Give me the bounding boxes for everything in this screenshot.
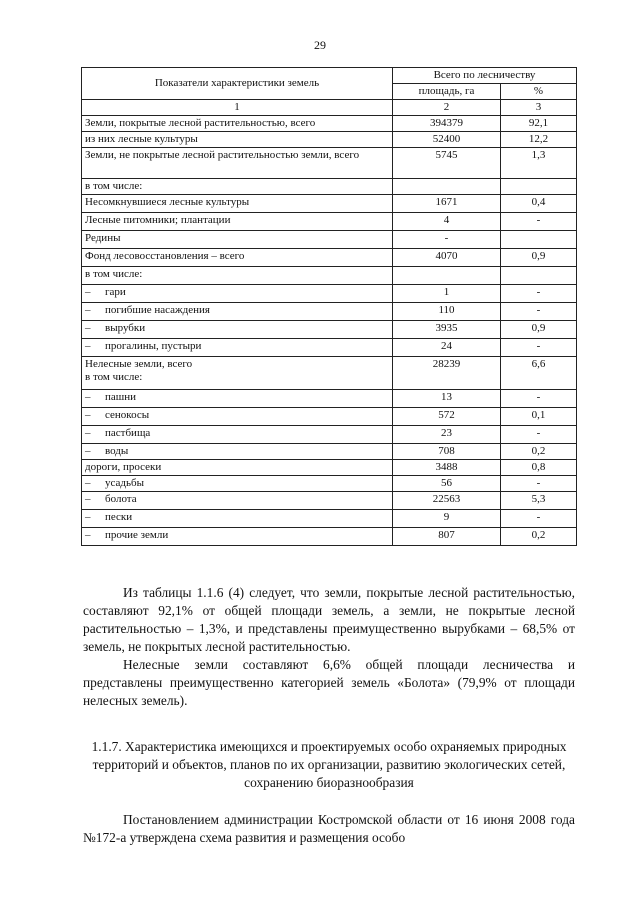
- row-label-cell: [82, 408, 393, 426]
- row-label: Лесные питомники; плантации: [85, 214, 231, 226]
- row-area: 24: [393, 339, 501, 357]
- row-area: 1671: [393, 195, 501, 213]
- row-label-cell: [82, 339, 393, 357]
- final-text: [83, 811, 575, 847]
- row-label: в том числе:: [85, 268, 143, 280]
- row-label-cell: [82, 303, 393, 321]
- row-area: 3935: [393, 321, 501, 339]
- header-indicator: Показатели характеристики земель: [82, 68, 393, 100]
- row-label: Редины: [85, 232, 121, 244]
- row-label-cell: [82, 148, 393, 179]
- row-label-cell: [82, 476, 393, 492]
- header-num-2: 2: [393, 100, 501, 116]
- row-percent: 12,2: [501, 132, 577, 148]
- dash-marker: –: [85, 427, 91, 439]
- row-label-cell: [82, 231, 393, 249]
- row-percent: 6,6: [501, 357, 577, 390]
- row-label: в том числе:: [85, 180, 143, 192]
- row-label-cell: [82, 510, 393, 528]
- row-label-cell: [82, 132, 393, 148]
- row-area: 23: [393, 426, 501, 444]
- row-area: 807: [393, 528, 501, 546]
- row-label-cell: [82, 195, 393, 213]
- table-row: [82, 510, 577, 528]
- row-percent: -: [501, 476, 577, 492]
- paragraph-3: Постановлением администрации Костромской области от 16 июня 2008 года №172-а утверждена схема развития и размещения особо: [83, 812, 575, 845]
- table-row: [82, 460, 577, 476]
- row-label-cell: [82, 249, 393, 267]
- row-area: [393, 267, 501, 285]
- row-label-cell: [82, 267, 393, 285]
- paragraph-2: Нелесные земли составляют 6,6% общей площади лесничества и представлены преимущественно категорией земель «Болота» (79,9% от площади нелесных земель).: [83, 657, 575, 708]
- row-area: 572: [393, 408, 501, 426]
- table-row: [82, 426, 577, 444]
- table-row: [82, 528, 577, 546]
- row-label: воды: [105, 445, 129, 457]
- table-row: [82, 357, 577, 390]
- dash-marker: –: [85, 286, 91, 298]
- row-area: 22563: [393, 492, 501, 510]
- row-label: Нелесные земли, всего в том числе:: [85, 358, 193, 383]
- table-row: [82, 492, 577, 510]
- header-num-3: 3: [501, 100, 577, 116]
- table-row: [82, 303, 577, 321]
- table-row: [82, 231, 577, 249]
- table-row: [82, 116, 577, 132]
- row-label: Фонд лесовосстановления – всего: [85, 250, 245, 262]
- row-label-cell: [82, 116, 393, 132]
- row-label: пески: [105, 511, 133, 523]
- row-label-cell: [82, 357, 393, 390]
- row-label: вырубки: [105, 322, 146, 334]
- row-percent: -: [501, 339, 577, 357]
- row-area: 3488: [393, 460, 501, 476]
- row-label: прочие земли: [105, 529, 169, 541]
- row-label-cell: [82, 213, 393, 231]
- table-row: [82, 390, 577, 408]
- table-row: [82, 267, 577, 285]
- table-row: [82, 179, 577, 195]
- table-row: [82, 213, 577, 231]
- table-row: [82, 339, 577, 357]
- row-percent: 0,4: [501, 195, 577, 213]
- dash-marker: –: [85, 445, 91, 457]
- row-area: -: [393, 231, 501, 249]
- row-area: 708: [393, 444, 501, 460]
- header-num-1: 1: [82, 100, 393, 116]
- row-label-cell: [82, 444, 393, 460]
- table-row: [82, 476, 577, 492]
- table-row: [82, 148, 577, 179]
- header-area: площадь, га: [393, 84, 501, 100]
- row-area: 13: [393, 390, 501, 408]
- row-percent: -: [501, 213, 577, 231]
- dash-marker: –: [85, 304, 91, 316]
- dash-marker: –: [85, 529, 91, 541]
- row-area: 394379: [393, 116, 501, 132]
- row-label: Несомкнувшиеся лесные культуры: [85, 196, 250, 208]
- row-label: дороги, просеки: [85, 461, 162, 473]
- row-area: 4: [393, 213, 501, 231]
- row-label-cell: [82, 285, 393, 303]
- table-row: [82, 195, 577, 213]
- row-area: 110: [393, 303, 501, 321]
- row-percent: -: [501, 303, 577, 321]
- table-row: [82, 285, 577, 303]
- row-percent: 0,8: [501, 460, 577, 476]
- row-label: болота: [105, 493, 137, 505]
- row-percent: 92,1: [501, 116, 577, 132]
- row-percent: -: [501, 426, 577, 444]
- row-percent: [501, 231, 577, 249]
- table-row: [82, 132, 577, 148]
- table-body: [82, 116, 577, 546]
- body-text: [83, 584, 575, 710]
- dash-marker: –: [85, 511, 91, 523]
- row-label-cell: [82, 426, 393, 444]
- row-percent: -: [501, 510, 577, 528]
- dash-marker: –: [85, 493, 91, 505]
- row-label-cell: [82, 492, 393, 510]
- row-label: пастбища: [105, 427, 151, 439]
- row-label: пашни: [105, 391, 137, 403]
- dash-marker: –: [85, 391, 91, 403]
- row-label-cell: [82, 390, 393, 408]
- row-label-cell: [82, 321, 393, 339]
- row-area: 52400: [393, 132, 501, 148]
- page-number: 29: [314, 38, 326, 52]
- row-percent: [501, 267, 577, 285]
- dash-marker: –: [85, 409, 91, 421]
- row-label-cell: [82, 528, 393, 546]
- row-area: 28239: [393, 357, 501, 390]
- row-label: сенокосы: [105, 409, 150, 421]
- row-label: Земли, не покрытые лесной растительностью земли, всего: [85, 149, 360, 161]
- header-percent: %: [501, 84, 577, 100]
- land-characteristics-table: [81, 67, 577, 546]
- row-percent: 1,3: [501, 148, 577, 179]
- row-label: из них лесные культуры: [85, 133, 198, 145]
- paragraph-1: Из таблицы 1.1.6 (4) следует, что земли, покрытые лесной растительностью, составляют 92,1% от общей площади земель, а земли, не покрытые лесной растительностью – 1,3%, и представлены преимущественно вырубками – 68,5% от земель, не покрытых лесной растительностью.: [83, 585, 575, 654]
- row-area: 56: [393, 476, 501, 492]
- section-heading: 1.1.7. Характеристика имеющихся и проектируемых особо охраняемых природных территорий и объектов, планов по их организации, развитию экологических сетей, сохранению биоразнообразия: [91, 739, 567, 790]
- table-row: [82, 444, 577, 460]
- row-percent: [501, 179, 577, 195]
- row-percent: 0,1: [501, 408, 577, 426]
- row-area: 1: [393, 285, 501, 303]
- row-label: усадьбы: [105, 477, 144, 489]
- row-percent: -: [501, 285, 577, 303]
- row-area: [393, 179, 501, 195]
- row-label: гари: [105, 286, 126, 298]
- dash-marker: –: [85, 322, 91, 334]
- row-area: 4070: [393, 249, 501, 267]
- row-label-cell: [82, 460, 393, 476]
- table-row: [82, 249, 577, 267]
- row-percent: 0,9: [501, 249, 577, 267]
- row-percent: 0,2: [501, 528, 577, 546]
- row-label: Земли, покрытые лесной растительностью, всего: [85, 117, 316, 129]
- header-forestry-total: Всего по лесничеству: [393, 68, 577, 84]
- row-percent: -: [501, 390, 577, 408]
- row-percent: 5,3: [501, 492, 577, 510]
- row-area: 5745: [393, 148, 501, 179]
- table-row: [82, 321, 577, 339]
- row-label: погибшие насаждения: [105, 304, 210, 316]
- dash-marker: –: [85, 340, 91, 352]
- row-percent: 0,2: [501, 444, 577, 460]
- row-area: 9: [393, 510, 501, 528]
- table-row: [82, 408, 577, 426]
- row-percent: 0,9: [501, 321, 577, 339]
- row-label-cell: [82, 179, 393, 195]
- dash-marker: –: [85, 477, 91, 489]
- row-label: прогалины, пустыри: [105, 340, 202, 352]
